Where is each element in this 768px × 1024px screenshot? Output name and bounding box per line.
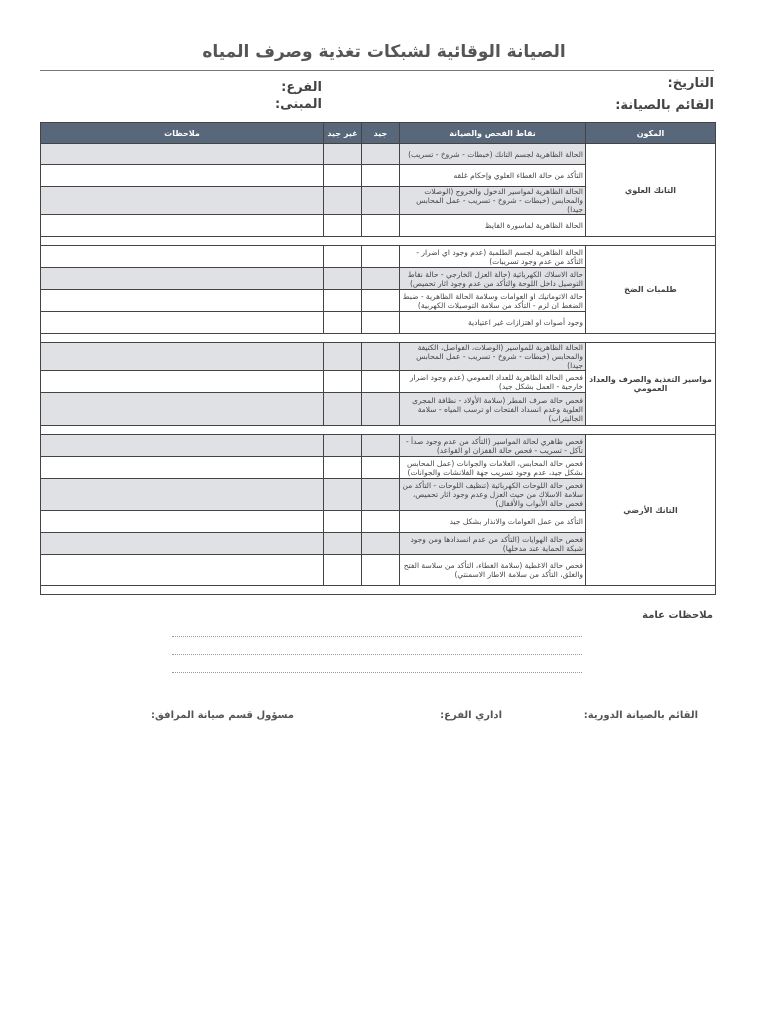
- notes-cell[interactable]: [41, 144, 324, 165]
- facilities-manager-signature: مسؤول قسم صيانة المرافق:: [151, 710, 294, 721]
- inspection-point: الحالة الظاهرية للمواسير (الوصلات، الفواصل، الكتيفة والمحابس (خبطات - شروخ - تسريب - عمل المحابس جيدا): [400, 343, 586, 371]
- component-ground-tank: التانك الأرضي: [586, 435, 716, 586]
- not-good-check-cell[interactable]: [324, 290, 362, 312]
- notes-cell[interactable]: [41, 290, 324, 312]
- section-spacer: [41, 237, 716, 246]
- good-check-cell[interactable]: [362, 343, 400, 371]
- section-spacer: [41, 586, 716, 595]
- column-header-good: جيد: [362, 123, 400, 144]
- not-good-check-cell[interactable]: [324, 144, 362, 165]
- building-label: المبنى:: [274, 97, 322, 112]
- good-check-cell[interactable]: [362, 144, 400, 165]
- not-good-check-cell[interactable]: [324, 268, 362, 290]
- section-spacer: [41, 334, 716, 343]
- not-good-check-cell[interactable]: [324, 555, 362, 586]
- good-check-cell[interactable]: [362, 165, 400, 187]
- notes-line[interactable]: [172, 636, 582, 637]
- not-good-check-cell[interactable]: [324, 187, 362, 215]
- notes-cell[interactable]: [41, 457, 324, 479]
- notes-cell[interactable]: [41, 246, 324, 268]
- notes-cell[interactable]: [41, 312, 324, 334]
- component-pumps: طلمبات الضخ: [586, 246, 716, 334]
- inspection-point: حالة الاتوماتيك او العوامات وسلامة الحالة الظاهرية - ضبط الضغط ان لزم - التأكد من سلامة التوصيلات الكهربية): [400, 290, 586, 312]
- component-pipes-meter: مواسير التغذية والصرف والعداد العمومي: [586, 343, 716, 426]
- not-good-check-cell[interactable]: [324, 435, 362, 457]
- date-label: التاريخ:: [667, 76, 714, 91]
- inspection-table-wrapper: [40, 122, 715, 595]
- not-good-check-cell[interactable]: [324, 511, 362, 533]
- good-check-cell[interactable]: [362, 215, 400, 237]
- not-good-check-cell[interactable]: [324, 479, 362, 511]
- notes-cell[interactable]: [41, 393, 324, 426]
- inspection-table: [40, 122, 716, 595]
- not-good-check-cell[interactable]: [324, 312, 362, 334]
- section-spacer: [41, 426, 716, 435]
- inspection-point: حالة الاسلاك الكهربائية (حالة العزل الخارجي - حالة نقاط التوصيل داخل اللوحة والتأكد من عدم وجود اثار تحميص): [400, 268, 586, 290]
- inspection-point: التأكد من حالة الغطاء العلوي وإحكام غلقه: [400, 165, 586, 187]
- notes-cell[interactable]: [41, 533, 324, 555]
- column-header-component: المكون: [586, 123, 716, 144]
- inspection-point: فحص ظاهري لحالة المواسير (التأكد من عدم وجود صدأ - تآكل - تسريب - فحص حالة القفزان او القواعد): [400, 435, 586, 457]
- inspection-point: فحص حالة الاغطية (سلامة الغطاء، التأكد من سلاسة الفتح والغلق، التأكد من سلامة الاطار الاسمنتي): [400, 555, 586, 586]
- inspection-point: فحص حالة الهوايات (التأكد من عدم انسدادها ومن وجود شبكة الحماية عند مدخلها): [400, 533, 586, 555]
- periodic-maintainer-signature: القائم بالصيانة الدورية:: [583, 710, 698, 721]
- inspection-point: فحص الحالة الظاهرية للعداد العمومي (عدم وجود اضرار خارجية - العمل بشكل جيد): [400, 371, 586, 393]
- notes-cell[interactable]: [41, 511, 324, 533]
- notes-line[interactable]: [172, 672, 582, 673]
- notes-cell[interactable]: [41, 215, 324, 237]
- not-good-check-cell[interactable]: [324, 371, 362, 393]
- notes-cell[interactable]: [41, 187, 324, 215]
- good-check-cell[interactable]: [362, 290, 400, 312]
- good-check-cell[interactable]: [362, 511, 400, 533]
- inspection-point: فحص حالة المحابس، العلامات والجوانات (عمل المحابس بشكل جيد، عدم وجود تسريب جهة الفلانشات والجوانات): [400, 457, 586, 479]
- good-check-cell[interactable]: [362, 312, 400, 334]
- not-good-check-cell[interactable]: [324, 457, 362, 479]
- not-good-check-cell[interactable]: [324, 533, 362, 555]
- branch-label: الفرع:: [281, 80, 322, 95]
- component-upper-tank: التانك العلوي: [586, 144, 716, 237]
- column-header-not-good: غير جيد: [324, 123, 362, 144]
- notes-cell[interactable]: [41, 268, 324, 290]
- good-check-cell[interactable]: [362, 268, 400, 290]
- notes-cell[interactable]: [41, 435, 324, 457]
- general-notes-label: ملاحظات عامة: [642, 610, 713, 621]
- page-title: الصيانة الوقائية لشبكات تغذية وصرف المياه: [202, 42, 566, 62]
- column-header-points: نقاط الفحص والصيانة: [400, 123, 586, 144]
- good-check-cell[interactable]: [362, 555, 400, 586]
- title-divider: [40, 70, 714, 71]
- inspection-point: الحالة الظاهرية لمواسير الدخول والخروج (الوصلات والمحابس (خبطات - شروخ - تسريب - عمل المحابس جيدا): [400, 187, 586, 215]
- good-check-cell[interactable]: [362, 457, 400, 479]
- not-good-check-cell[interactable]: [324, 343, 362, 371]
- inspection-point: الحالة الظاهرية لجسم الطلمبة (عدم وجود اي اضرار - التأكد من عدم وجود تسريبات): [400, 246, 586, 268]
- good-check-cell[interactable]: [362, 371, 400, 393]
- inspection-point: التأكد من عمل العوامات والانذار بشكل جيد: [400, 511, 586, 533]
- inspection-point: فحص حالة اللوحات الكهربائية (تنظيف اللوحات - التأكد من سلامة الاسلاك من حيث العزل وعدم وجود اثار تحميص، فحص حالة الأبواب والأقفال): [400, 479, 586, 511]
- branch-admin-signature: اداري الفرع:: [440, 710, 502, 721]
- inspection-point: الحالة الظاهرية لجسم التانك (خبطات - شروخ - تسريب): [400, 144, 586, 165]
- inspection-point: فحص حالة صرف المطر (سلامة الأولاد - نظافة المجرى العلوية وعدم انسداد الفتحات او ترسب المياه - سلامة الجاليتراب): [400, 393, 586, 426]
- inspection-point: وجود أصوات او اهتزازات غير اعتيادية: [400, 312, 586, 334]
- notes-line[interactable]: [172, 654, 582, 655]
- notes-cell[interactable]: [41, 371, 324, 393]
- not-good-check-cell[interactable]: [324, 393, 362, 426]
- good-check-cell[interactable]: [362, 533, 400, 555]
- notes-cell[interactable]: [41, 555, 324, 586]
- not-good-check-cell[interactable]: [324, 165, 362, 187]
- not-good-check-cell[interactable]: [324, 215, 362, 237]
- good-check-cell[interactable]: [362, 435, 400, 457]
- notes-cell[interactable]: [41, 479, 324, 511]
- inspection-point: الحالة الظاهرية لماسورة الفايظ: [400, 215, 586, 237]
- good-check-cell[interactable]: [362, 246, 400, 268]
- good-check-cell[interactable]: [362, 187, 400, 215]
- good-check-cell[interactable]: [362, 393, 400, 426]
- not-good-check-cell[interactable]: [324, 246, 362, 268]
- notes-cell[interactable]: [41, 343, 324, 371]
- maintainer-label: القائم بالصيانة:: [615, 98, 714, 113]
- notes-cell[interactable]: [41, 165, 324, 187]
- good-check-cell[interactable]: [362, 479, 400, 511]
- column-header-notes: ملاحظات: [41, 123, 324, 144]
